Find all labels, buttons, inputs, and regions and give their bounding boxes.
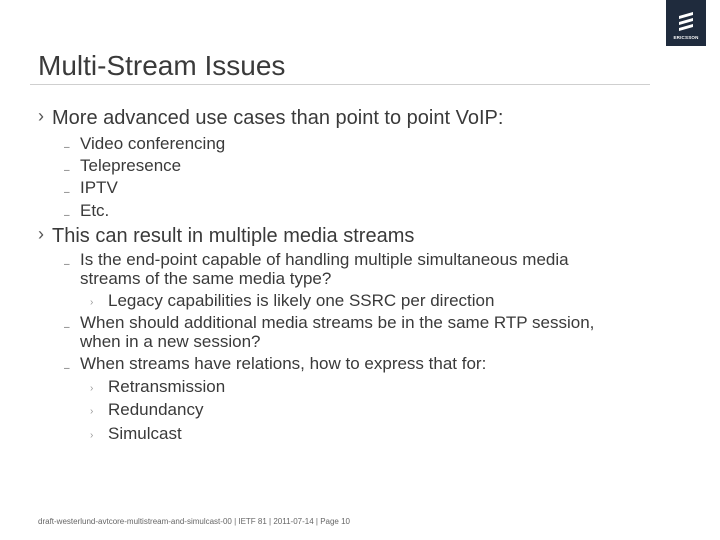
sub-bullet-marker: – bbox=[64, 259, 70, 270]
bullet-marker: › bbox=[38, 106, 44, 126]
sub-bullet-marker: – bbox=[64, 363, 70, 374]
sub-sub-bullet-marker: › bbox=[90, 297, 94, 308]
logo-wordmark: ERICSSON bbox=[673, 35, 699, 40]
sub-bullet-text: Etc. bbox=[80, 201, 110, 220]
sub-bullet-marker: – bbox=[64, 187, 70, 198]
sub-sub-bullet-marker: › bbox=[90, 406, 94, 417]
sub-bullet-marker: – bbox=[64, 165, 70, 176]
sub-bullet-text: IPTV bbox=[80, 178, 118, 197]
sub-bullet-text-continued: streams of the same media type? bbox=[80, 269, 332, 288]
sub-bullet-marker: – bbox=[64, 142, 70, 153]
sub-bullet-text: When should additional media streams be in the same RTP session, bbox=[80, 313, 595, 332]
sub-bullet-text: When streams have relations, how to express that for: bbox=[80, 354, 487, 373]
sub-sub-bullet-marker: › bbox=[90, 430, 94, 441]
sub-bullet-marker: – bbox=[64, 322, 70, 333]
sub-sub-bullet-text: Retransmission bbox=[108, 377, 226, 396]
sub-bullet-text: Is the end-point capable of handling multiple simultaneous media bbox=[80, 250, 569, 269]
bullet-2-text: This can result in multiple media streams bbox=[52, 225, 415, 247]
sub-sub-bullet-text: Simulcast bbox=[108, 424, 182, 443]
bullet-marker: › bbox=[38, 224, 44, 244]
sub-bullet-marker: – bbox=[64, 210, 70, 221]
sub-bullet-text: Telepresence bbox=[80, 156, 182, 175]
slide-title: Multi-Stream Issues bbox=[38, 50, 286, 81]
sub-sub-bullet-text: Legacy capabilities is likely one SSRC per direction bbox=[108, 291, 495, 310]
sub-bullet-text: Video conferencing bbox=[80, 134, 226, 153]
slide-footer: draft-westerlund-avtcore-multistream-and-simulcast-00 | IETF 81 | 2011-07-14 | Page 10 bbox=[38, 517, 350, 526]
sub-sub-bullet-text: Redundancy bbox=[108, 400, 204, 419]
bullet-1-text: More advanced use cases than point to point VoIP: bbox=[52, 107, 504, 129]
sub-sub-bullet-marker: › bbox=[90, 383, 94, 394]
sub-bullet-text-continued: when in a new session? bbox=[80, 332, 261, 351]
